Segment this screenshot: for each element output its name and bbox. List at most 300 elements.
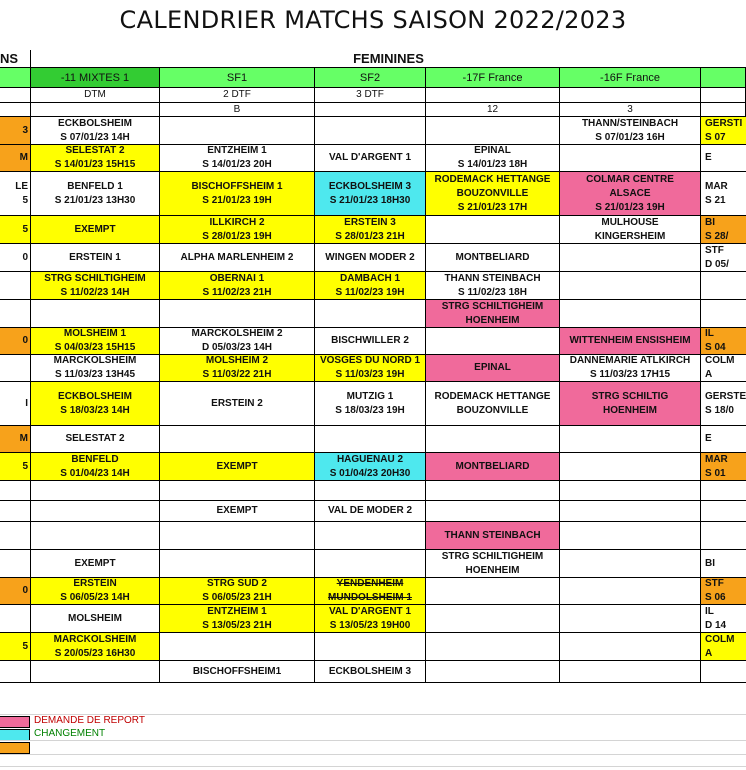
match-cell: [560, 216, 701, 244]
match-cell: [560, 244, 701, 272]
column-code-f17: [426, 88, 560, 103]
match-cell-text: ERSTEIN 1: [69, 251, 121, 263]
match-cell: [426, 550, 560, 578]
match-cell: [701, 550, 746, 578]
match-cell: [0, 501, 31, 522]
match-cell-text: SELESTAT 2: [65, 145, 125, 156]
column-level: B: [233, 103, 241, 115]
match-cell-text: IL: [705, 605, 714, 617]
match-cell: [31, 522, 160, 550]
match-cell: [701, 426, 746, 453]
match-cell: [160, 272, 315, 300]
match-cell: [31, 145, 160, 172]
column-label: SF2: [359, 71, 381, 84]
match-cell: [315, 382, 426, 426]
match-cell-text: BENFELD 1: [67, 180, 123, 192]
match-cell-text: S 07/01/23 14H: [60, 131, 130, 143]
match-cell: [560, 272, 701, 300]
match-cell: [0, 244, 31, 272]
match-cell-text: S 20/05/23 16H30: [54, 647, 136, 659]
match-cell-text: S 11/02/23 18H: [458, 286, 527, 298]
match-cell-text: DANNEMARIE ATLKIRCH: [569, 355, 691, 366]
match-cell-text: STRG SCHILTIGHEIM: [441, 550, 544, 562]
match-cell-text: HOENHEIM: [465, 564, 520, 576]
match-cell-text: VAL D'ARGENT 1: [328, 152, 412, 163]
match-cell: [160, 522, 315, 550]
column-header-partial_right: [701, 68, 746, 88]
match-cell-text: ERSTEIN 2: [211, 397, 263, 409]
column-label: SF1: [226, 71, 248, 84]
match-cell-text: OBERNAI 1: [209, 272, 265, 284]
match-cell: [31, 216, 160, 244]
match-cell-text: ENTZHEIM 1: [207, 145, 267, 156]
match-cell: [31, 501, 160, 522]
column-header-f16: [560, 68, 701, 88]
match-cell: [315, 328, 426, 355]
match-cell-text: 5: [22, 194, 28, 206]
match-cell-text: BISCHWILLER 2: [331, 335, 409, 346]
match-cell-text: D 05/: [705, 258, 729, 270]
match-cell: [560, 633, 701, 661]
match-cell: [426, 481, 560, 501]
match-cell-text: ALPHA MARLENHEIM 2: [180, 251, 294, 263]
match-cell: [560, 605, 701, 633]
match-cell: [0, 172, 31, 216]
match-cell-text: S 21: [705, 194, 726, 206]
match-cell: [31, 117, 160, 145]
column-header-sf1: [160, 68, 315, 88]
match-cell: [160, 145, 315, 172]
match-cell-text: EPINAL: [474, 362, 511, 373]
legend-swatch: [0, 742, 30, 754]
match-cell-text: S 11/03/23 19H: [335, 369, 405, 380]
column-label: -11 MIXTES 1: [60, 71, 130, 84]
match-cell: [315, 550, 426, 578]
match-cell: [160, 244, 315, 272]
match-cell: [426, 145, 560, 172]
match-cell: [315, 605, 426, 633]
match-cell-text: MUNDOLSHEIM 1: [328, 592, 412, 603]
match-cell-text: STRG SUD 2: [206, 578, 267, 589]
match-cell: [426, 578, 560, 605]
match-cell-text: THANN/STEINBACH: [581, 117, 679, 129]
match-cell: [315, 661, 426, 683]
match-cell-text: S 21/01/23 13H30: [54, 194, 136, 206]
match-cell-text: EXEMPT: [74, 223, 116, 235]
column-label: -16F France: [600, 71, 660, 84]
match-cell: [0, 633, 31, 661]
match-cell-text: S 14/01/23 20H: [202, 159, 272, 170]
match-cell: [560, 578, 701, 605]
match-cell-text: S 28/01/23 21H: [335, 230, 405, 242]
match-cell: [31, 481, 160, 501]
match-cell: [31, 355, 160, 382]
match-cell: [560, 145, 701, 172]
match-cell: [315, 578, 426, 605]
match-cell-text: MARCKOLSHEIM 2: [191, 328, 283, 339]
match-cell-text: COLMAR CENTRE: [586, 173, 674, 185]
match-cell: [701, 382, 746, 426]
match-cell: [426, 244, 560, 272]
match-cell: [160, 633, 315, 661]
match-cell-text: E: [705, 152, 712, 163]
match-cell: [426, 661, 560, 683]
match-cell: [315, 272, 426, 300]
match-cell: [701, 172, 746, 216]
match-cell-text: DAMBACH 1: [340, 272, 400, 284]
match-cell: [31, 426, 160, 453]
column-header-partial_left: [0, 68, 31, 88]
match-cell: [426, 117, 560, 145]
match-cell-text: S 21/01/23 17H: [457, 201, 528, 213]
match-cell: [701, 605, 746, 633]
match-cell: [0, 117, 31, 145]
section-label: FEMININES: [353, 50, 424, 66]
column-code-sf1: [160, 88, 315, 103]
match-cell: [160, 661, 315, 683]
match-cell-text: S 21/01/23 19H: [595, 201, 665, 213]
match-cell: [315, 522, 426, 550]
match-cell: [560, 501, 701, 522]
match-cell: [560, 355, 701, 382]
match-cell-text: EXEMPT: [74, 557, 116, 569]
match-cell-text: S 06: [705, 592, 726, 603]
match-cell-text: 3: [22, 124, 28, 136]
match-cell: [31, 453, 160, 481]
match-cell: [426, 355, 560, 382]
section-label: NS: [0, 50, 19, 66]
match-cell-text: YENDENHEIM: [336, 578, 404, 589]
column-level-f17: [426, 103, 560, 117]
match-cell-text: ENTZHEIM 1: [207, 605, 267, 617]
match-cell-text: BENFELD: [71, 453, 119, 465]
match-cell: [701, 481, 746, 501]
match-cell-text: S 18/0: [705, 404, 734, 416]
match-cell: [160, 328, 315, 355]
match-cell: [0, 605, 31, 633]
match-cell: [426, 272, 560, 300]
column-code: DTM: [84, 89, 106, 100]
column-level-sf1: [160, 103, 315, 117]
match-cell: [160, 501, 315, 522]
legend-swatch: [0, 716, 30, 728]
match-cell: [426, 172, 560, 216]
match-cell-text: S 18/03/23 14H: [60, 404, 130, 416]
match-cell-text: EXEMPT: [216, 505, 258, 516]
match-cell-text: MARCKOLSHEIM: [53, 355, 137, 366]
match-cell-text: S 01: [705, 467, 726, 479]
match-cell-text: MONTBELIARD: [455, 251, 530, 263]
match-cell: [31, 550, 160, 578]
match-cell: [701, 244, 746, 272]
match-cell: [0, 426, 31, 453]
match-cell-text: WINGEN MODER 2: [325, 251, 415, 263]
match-cell: [31, 272, 160, 300]
match-cell-text: 5: [22, 460, 28, 472]
column-code: 3 DTF: [356, 89, 384, 100]
match-cell: [160, 300, 315, 328]
match-cell: [31, 172, 160, 216]
grid-line: [0, 740, 746, 741]
match-cell-text: S 14/01/23 15H15: [54, 159, 136, 170]
grid-line: [0, 754, 746, 755]
match-cell: [701, 272, 746, 300]
match-cell-text: S 01/04/23 20H30: [329, 467, 411, 479]
match-cell-text: ECKBOLSHEIM: [58, 117, 132, 129]
match-cell: [426, 216, 560, 244]
match-cell-text: SELESTAT 2: [65, 433, 125, 444]
column-level: 3: [627, 103, 633, 115]
match-cell: [315, 633, 426, 661]
match-cell: [701, 300, 746, 328]
match-cell: [701, 453, 746, 481]
match-cell-text: S 06/05/23 21H: [202, 592, 272, 603]
column-label: -17F France: [462, 71, 523, 84]
match-cell: [0, 481, 31, 501]
page-title: CALENDRIER MATCHS SAISON 2022/2023: [119, 6, 627, 34]
match-cell-text: A: [705, 647, 713, 659]
match-cell-text: S 04/03/23 15H15: [54, 342, 136, 353]
match-cell-text: MUTZIG 1: [346, 390, 394, 402]
column-level-partial_left: [0, 103, 31, 117]
match-cell-text: ERSTEIN: [73, 578, 117, 589]
match-cell: [701, 328, 746, 355]
match-cell: [426, 605, 560, 633]
match-cell: [315, 481, 426, 501]
match-cell: [426, 501, 560, 522]
match-cell: [426, 300, 560, 328]
match-cell: [701, 522, 746, 550]
column-level-mixtes11: [31, 103, 160, 117]
match-cell-text: HOENHEIM: [465, 314, 520, 326]
match-calendar-table: [0, 50, 746, 710]
match-cell: [31, 633, 160, 661]
match-cell: [315, 355, 426, 382]
match-cell: [160, 481, 315, 501]
match-cell: [560, 522, 701, 550]
match-cell: [426, 328, 560, 355]
match-cell-text: M: [19, 433, 28, 444]
match-cell-text: COLM: [705, 633, 735, 645]
match-cell-text: BOUZONVILLE: [456, 404, 529, 416]
match-cell: [315, 216, 426, 244]
match-cell-text: LE: [15, 180, 28, 192]
match-cell-text: ILLKIRCH 2: [209, 216, 265, 228]
match-cell: [160, 355, 315, 382]
match-cell-text: I: [25, 397, 28, 409]
column-header-sf2: [315, 68, 426, 88]
column-code-mixtes11: [31, 88, 160, 103]
match-cell-text: 5: [22, 640, 28, 652]
match-cell-text: STRG SCHILTIGHEIM: [441, 300, 544, 312]
match-cell: [701, 661, 746, 683]
legend-label: DEMANDE DE REPORT: [34, 715, 145, 726]
match-cell: [426, 522, 560, 550]
match-cell: [315, 501, 426, 522]
match-cell: [31, 328, 160, 355]
match-cell-text: S 13/05/23 21H: [202, 619, 272, 631]
match-cell: [560, 481, 701, 501]
match-cell: [0, 355, 31, 382]
column-code-f16: [560, 88, 701, 103]
match-cell-text: 0: [22, 335, 28, 346]
match-cell: [701, 578, 746, 605]
match-cell-text: VAL D'ARGENT 1: [328, 605, 412, 617]
match-cell-text: ECKBOLSHEIM 3: [328, 180, 412, 192]
match-cell-text: BI: [705, 557, 715, 569]
column-code-sf2: [315, 88, 426, 103]
match-cell-text: RODEMACK HETTANGE: [434, 173, 551, 185]
match-cell: [315, 244, 426, 272]
match-cell-text: IL: [705, 328, 714, 339]
match-cell: [560, 328, 701, 355]
match-cell: [315, 145, 426, 172]
match-cell: [315, 300, 426, 328]
match-cell: [701, 117, 746, 145]
match-cell-text: GERSTE: [705, 390, 746, 402]
match-cell-text: BISCHOFFSHEIM1: [192, 665, 282, 677]
match-cell: [560, 453, 701, 481]
match-cell-text: EPINAL: [474, 145, 511, 156]
legend-label: CHANGEMENT: [34, 728, 106, 739]
match-cell: [426, 633, 560, 661]
match-cell-text: S 11/03/23 17H15: [589, 369, 671, 380]
match-cell-text: BOUZONVILLE: [456, 187, 529, 199]
match-cell: [315, 453, 426, 481]
match-cell: [0, 522, 31, 550]
match-cell-text: 0: [22, 251, 28, 263]
match-cell-text: MULHOUSE: [601, 216, 659, 228]
match-cell: [560, 426, 701, 453]
match-cell-text: S 07/01/23 16H: [595, 131, 665, 143]
match-cell-text: S 06/05/23 14H: [60, 592, 130, 603]
match-cell: [160, 578, 315, 605]
match-cell: [160, 605, 315, 633]
match-cell: [701, 633, 746, 661]
grid-line: [0, 766, 746, 767]
match-cell-text: MAR: [705, 453, 728, 465]
match-cell-text: KINGERSHEIM: [594, 230, 666, 242]
match-cell-text: S 13/05/23 19H00: [329, 619, 411, 631]
match-cell-text: S 21/01/23 18H30: [329, 194, 411, 206]
match-cell: [0, 550, 31, 578]
match-cell-text: MOLSHEIM: [68, 612, 122, 624]
match-cell: [426, 382, 560, 426]
match-cell-text: MONTBELIARD: [455, 460, 530, 472]
match-cell-text: S 11/02/23 21H: [202, 286, 272, 298]
column-level-partial_right: [701, 103, 746, 117]
match-cell-text: S 11/02/23 19H: [335, 286, 405, 298]
match-cell-text: S 11/03/22 21H: [202, 369, 272, 380]
match-cell: [160, 216, 315, 244]
match-cell: [160, 172, 315, 216]
match-cell: [426, 426, 560, 453]
match-cell-text: COLM: [705, 355, 735, 366]
match-cell-text: S 28/: [705, 230, 729, 242]
match-cell-text: HOENHEIM: [603, 404, 657, 416]
match-cell-text: STF: [705, 244, 724, 256]
match-cell: [426, 453, 560, 481]
match-cell: [0, 453, 31, 481]
match-cell-text: S 18/03/23 19H: [335, 404, 405, 416]
match-cell-text: S 07: [705, 131, 726, 143]
match-cell-text: MARCKOLSHEIM: [53, 633, 137, 645]
match-cell-text: S 01/04/23 14H: [60, 467, 130, 479]
match-cell-text: MAR: [705, 180, 728, 192]
match-cell-text: STF: [705, 578, 724, 589]
match-cell-text: HAGUENAU 2: [336, 453, 404, 465]
match-cell-text: M: [19, 152, 28, 163]
grid-line: [0, 714, 746, 715]
column-header-f17: [426, 68, 560, 88]
section-header-feminines: [31, 50, 746, 68]
match-cell-text: D 05/03/23 14H: [201, 342, 273, 353]
match-cell-text: A: [705, 369, 713, 380]
match-cell: [560, 661, 701, 683]
match-cell: [560, 382, 701, 426]
match-cell: [0, 382, 31, 426]
match-cell: [0, 216, 31, 244]
match-cell: [701, 355, 746, 382]
match-cell-text: ECKBOLSHEIM 3: [328, 665, 412, 677]
match-cell-text: STRG SCHILTIG: [591, 390, 669, 402]
match-cell-text: S 28/01/23 19H: [202, 230, 272, 242]
column-code-partial_right: [701, 88, 746, 103]
match-cell-text: E: [705, 433, 712, 444]
match-cell-text: 5: [22, 223, 28, 235]
legend: [0, 714, 746, 770]
match-cell: [160, 426, 315, 453]
match-cell: [160, 382, 315, 426]
match-cell-text: S 14/01/23 18H: [457, 159, 528, 170]
match-cell: [31, 578, 160, 605]
match-cell-text: ECKBOLSHEIM: [58, 390, 132, 402]
match-cell-text: S 21/01/23 19H: [202, 194, 272, 206]
match-cell: [160, 453, 315, 481]
match-cell-text: BISCHOFFSHEIM 1: [191, 180, 283, 192]
match-cell: [31, 605, 160, 633]
match-cell: [0, 578, 31, 605]
match-cell: [0, 145, 31, 172]
match-cell: [315, 426, 426, 453]
match-cell-text: S 11/03/23 13H45: [54, 369, 136, 380]
match-cell: [160, 117, 315, 145]
column-code-partial_left: [0, 88, 31, 103]
match-cell-text: VAL DE MODER 2: [327, 505, 413, 516]
match-cell: [0, 272, 31, 300]
match-cell: [701, 216, 746, 244]
column-level: 12: [486, 103, 499, 115]
match-cell: [315, 172, 426, 216]
match-cell-text: 0: [22, 585, 28, 596]
match-cell-text: WITTENHEIM ENSISHEIM: [569, 335, 691, 346]
match-cell-text: ERSTEIN 3: [344, 216, 396, 228]
match-cell-text: D 14: [705, 619, 727, 631]
column-level-f16: [560, 103, 701, 117]
match-cell-text: THANN STEINBACH: [444, 529, 541, 541]
match-cell: [31, 300, 160, 328]
match-cell: [560, 172, 701, 216]
match-cell-text: BI: [705, 216, 715, 228]
column-header-mixtes11: [31, 68, 160, 88]
match-cell: [0, 661, 31, 683]
match-cell: [701, 145, 746, 172]
match-cell-text: EXEMPT: [216, 460, 258, 472]
match-cell-text: VOSGES DU NORD 1: [319, 355, 421, 366]
match-cell-text: RODEMACK HETTANGE: [434, 390, 551, 402]
match-cell: [31, 661, 160, 683]
match-cell: [0, 328, 31, 355]
